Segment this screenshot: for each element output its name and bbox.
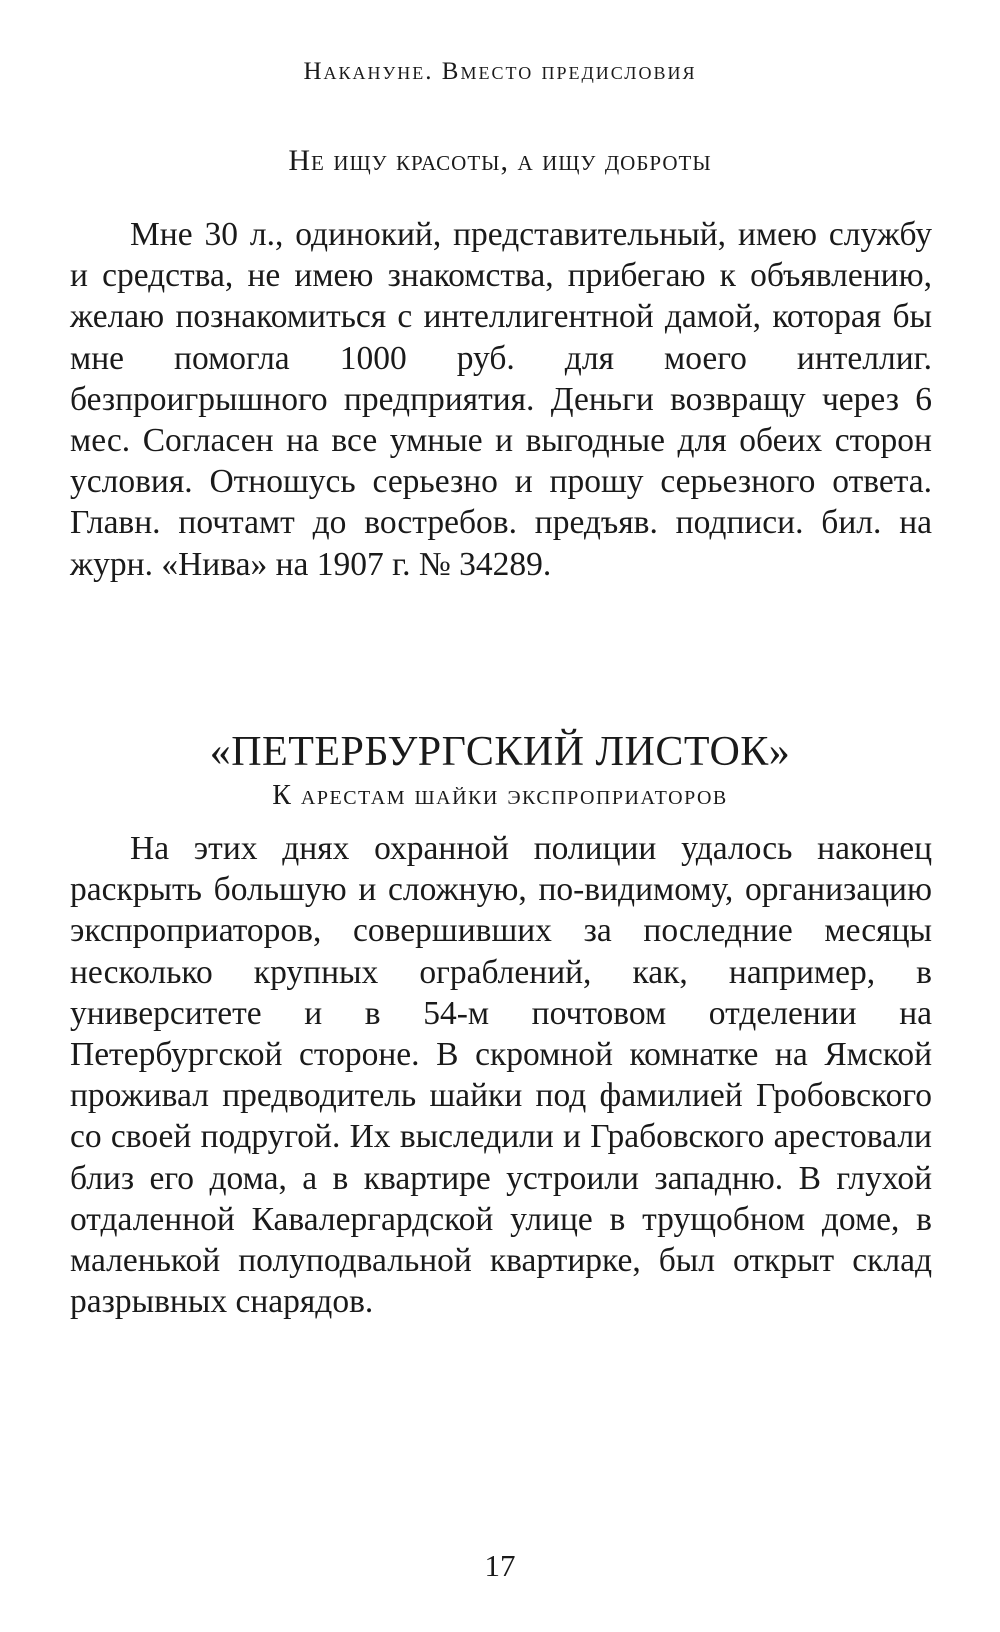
running-head: Накануне. Вместо предисловия xyxy=(303,58,697,85)
ad-body xyxy=(70,214,932,585)
page-number: 17 xyxy=(484,1548,516,1583)
article-heading: К арестам шайки экспроприаторов xyxy=(272,780,728,811)
ad-heading: Не ищу красоты, а ищу доброты xyxy=(288,144,712,177)
article-source-title: «ПЕТЕРБУРГСКИЙ ЛИСТОК» xyxy=(209,729,791,775)
article-body xyxy=(70,828,932,1322)
article-paragraph: На этих днях охранной полиции удалось наконец раскрыть большую и сложную, по-видимому, организацию экспроприаторов, совершивших за последние месяцы несколько крупных ограблений, как, например, в университете и в 54-м почтовом отделении на Петербургской стороне. В скромной комнатке на Ямской проживал предводитель шайки под фамилией Гробовского со своей подругой. Их выследили и Грабовского арестовали близ его дома, а в квартире устроили западню. В глухой отдаленной Кавалергардской улице в трущобном доме, в маленькой полуподвальной квартирке, был открыт склад разрывных снарядов. xyxy=(70,830,932,1321)
ad-paragraph: Мне 30 л., одинокий, представительный, имею службу и средства, не имею знакомства, прибегаю к объявлению, желаю познакомиться с интеллигентной дамой, которая бы мне помогла 1000 руб. для моего интеллиг. безпроигрышного предприятия. Деньги возвращу через 6 мес. Согласен на все умные и выгодные для обеих сторон условия. Отношусь серьезно и прошу серьезного ответа. Главн. почтамт до востребов. предъяв. подписи. бил. на журн. «Нива» на 1907 г. № 34289. xyxy=(70,216,932,583)
